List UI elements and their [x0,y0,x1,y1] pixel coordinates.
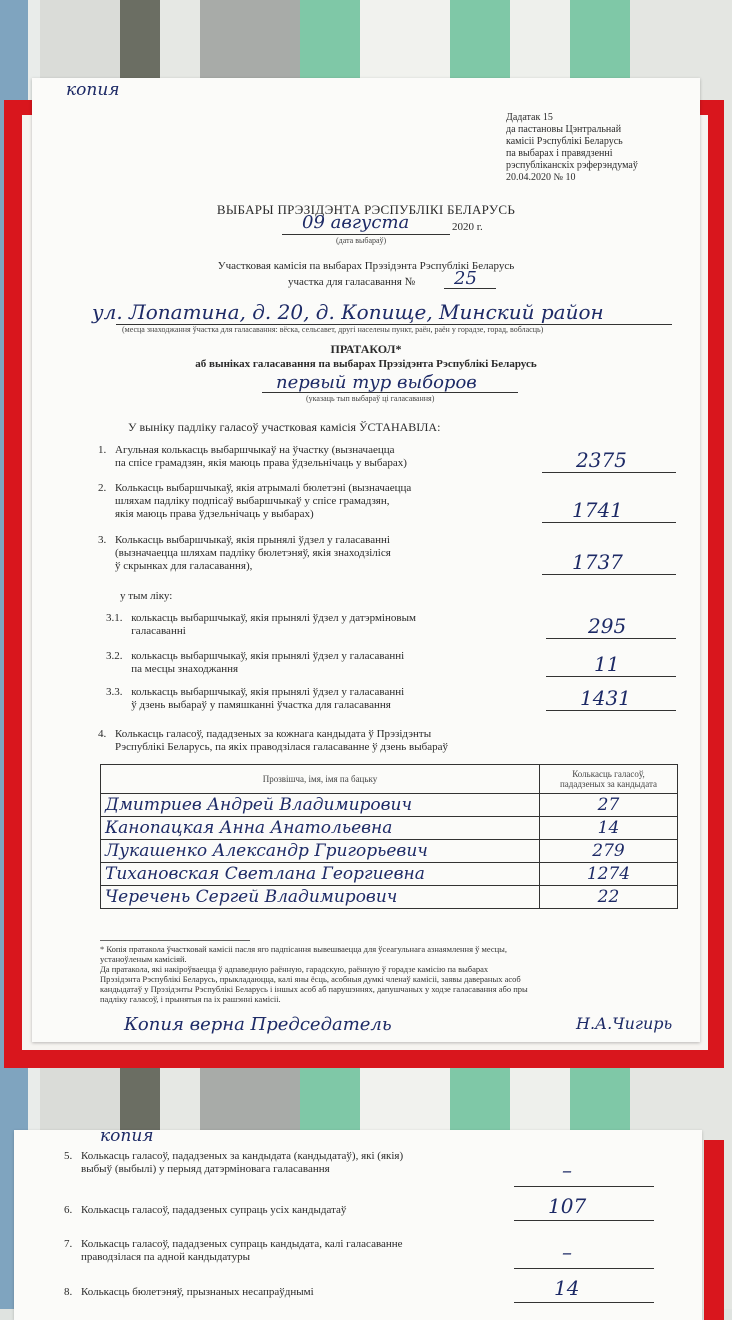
item-6: 6. Колькасць галасоў, пададзеных супраць усіх кандыдатаў [64,1204,347,1216]
established-line: У выніку падліку галасоў участковая камісія ЎСТАНАВІЛА: [128,420,441,434]
table-header-row [101,765,678,794]
protocol-sheet-2 [14,1126,702,1320]
protocol-title: ПРАТАКОЛ* [330,342,402,356]
item-6-value: 107 [548,1194,587,1218]
item-8: 8. Колькасць бюлетэняў, прызнаных несапраўднымі [64,1286,314,1298]
candidate-votes: 22 [540,886,678,909]
footnote-line: * Копія пратакола ўчастковай камісіі пасля яго падпісання вывешваецца для ўсеагульнага азнаямлення ў месцы, [100,944,508,954]
footnote [100,944,680,1004]
item-1-value: 2375 [576,448,627,472]
candidate-votes: 1274 [540,863,678,886]
page2-note: копия [100,1126,154,1146]
header-name: Прозвішча, імя, імя па бацьку [101,765,540,794]
item-5-value: – [562,1158,572,1182]
subitem-3-2-value: 11 [594,652,620,676]
table-row [101,840,678,863]
protocol-sheet [32,78,700,1042]
item-5: 5. Колькасць галасоў, пададзеных за кандыдата (кандыдатаў), які (якія) выбыў (выбылі) у перыяд датэрміновага галасавання [64,1150,404,1175]
annex-block [506,112,686,184]
candidate-votes: 27 [540,794,678,817]
subitem-3-2: 3.2. колькасць выбаршчыкаў, якія прынялі ўдзел у галасаванні па месцы знаходжання [106,650,405,675]
table-row [101,817,678,840]
including-label: у тым ліку: [120,590,173,602]
annex-line: 20.04.2020 № 10 [506,172,576,183]
candidate-votes: 279 [540,840,678,863]
item-2-value: 1741 [572,498,623,522]
precinct-number: 25 [454,268,477,289]
round-type: первый тур выборов [276,372,477,393]
item-2: 2. Колькасць выбаршчыкаў, якія атрымалі бюлетэні (вызначаецца шляхам падліку подпісаў выбаршчыкаў у спісе грамадзян, якія маюць права ўдзельнічаць у выбарах) [98,482,412,520]
candidate-name: Лукашенко Александр Григорьевич [101,840,540,863]
candidate-name: Дмитриев Андрей Владимирович [101,794,540,817]
candidates-table [100,764,678,909]
item-1: 1. Агульная колькасць выбаршчыкаў на ўчастку (вызначаецца па спісе грамадзян, якія маюць права ўдзельнічаць у выбарах) [98,444,407,469]
candidate-name: Канопацкая Анна Анатольевна [101,817,540,840]
certification: Копия верна Председатель [124,1014,392,1035]
address: ул. Лопатина, д. 20, д. Копище, Минский район [92,300,604,324]
corner-note: копия [66,80,120,100]
table-row [101,886,678,909]
item-8-value: 14 [554,1276,580,1300]
subitem-3-3-value: 1431 [580,686,631,710]
election-title: ВЫБАРЫ ПРЭЗІДЭНТА РЭСПУБЛІКІ БЕЛАРУСЬ [216,202,516,217]
table-row [101,863,678,886]
annex-line: Дадатак 15 [506,112,553,123]
election-year: 2020 г. [452,221,483,233]
footnote-line: Да пратакола, які накіроўваецца ў адпаведную раённую, гарадскую, раённую ў горадзе камісію па выбарах [100,964,489,974]
item-4: 4. Колькасць галасоў, пададзеных за кожнага кандыдата ў Прэзідэнты Рэспублікі Беларусь, па якіх праводзілася галасаванне ў дзень выбараў [98,728,448,753]
date-caption: (дата выбараў) [336,236,387,245]
precinct-label: участка для галасавання № [288,276,416,288]
subitem-3-3: 3.3. колькасць выбаршчыкаў, якія прынялі ўдзел у галасаванні ў дзень выбараў у памяшканні ўчастка для галасавання [106,686,405,711]
commission-line: Участковая камісія па выбарах Прэзідэнта Рэспублікі Беларусь [217,260,515,272]
item-7: 7. Колькасць галасоў, пададзеных супраць кандыдата, калі галасаванне праводзілася па адной кандыдатуры [64,1238,403,1263]
annex-line: па выбарах і правядзенні [506,148,613,159]
header-votes: Колькасць галасоў, пададзеных за кандыдата [540,765,678,794]
subitem-3-1-value: 295 [588,614,627,638]
footnote-line: устаноўленым камісіяй. [100,954,187,964]
signature: Н.А.Чигирь [576,1014,673,1033]
item-3-value: 1737 [572,550,623,574]
footnote-line: Прэзідэнта Рэспублікі Беларусь, прыкладаюцца, калі яны ёсць, асобныя думкі членаў камісіі, заявы давераных асоб [100,974,521,984]
annex-line: да пастановы Цэнтральнай [506,124,622,135]
item-7-value: – [562,1240,572,1264]
address-caption: (месца знаходжання ўчастка для галасавання: вёска, сельсавет, другі населены пункт, раён, раён у горадзе, горад, вобласць) [122,325,544,334]
annex-line: рэспубліканскіх рэферэндумаў [506,160,638,171]
protocol-subtitle: аб выніках галасавання па выбарах Прэзідэнта Рэспублікі Беларусь [195,358,537,370]
candidate-name: Черечень Сергей Владимирович [101,886,540,909]
footnote-line: кандыдатаў у Прэзідэнты Рэспублікі Беларусь і іншых асоб аб парушэннях, дапушчаных у ходзе галасавання або пры [100,984,528,994]
item-3: 3. Колькасць выбаршчыкаў, якія прынялі ўдзел у галасаванні (вызначаецца шляхам падліку бюлетэняў, якія знаходзіліся ў скрынках для галасавання), [98,534,391,572]
round-caption: (указаць тып выбараў ці галасавання) [306,394,435,403]
footnote-line: падліку галасоў, і прынятыя па іх рашэнні камісіі. [100,994,281,1004]
candidate-votes: 14 [540,817,678,840]
subitem-3-1: 3.1. колькасць выбаршчыкаў, якія прынялі ўдзел у датэрміновым галасаванні [106,612,416,637]
annex-line: камісіі Рэспублікі Беларусь [506,136,623,147]
candidate-name: Тихановская Светлана Георгиевна [101,863,540,886]
election-date: 09 августа [302,212,410,233]
lower-red-frame [704,1140,724,1320]
table-row [101,794,678,817]
